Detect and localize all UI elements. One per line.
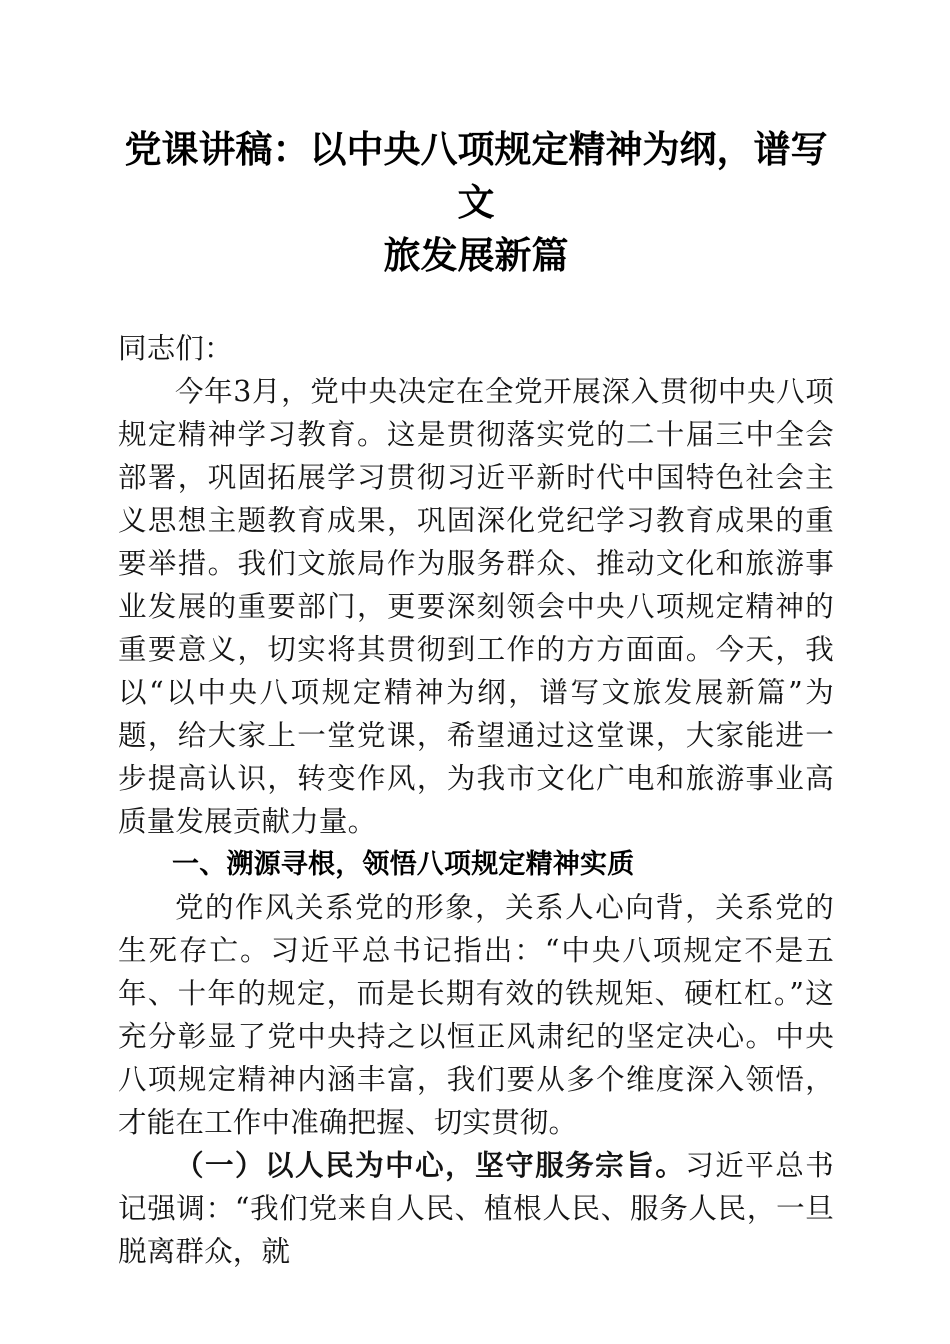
subsection-one-lead: （一）以人民为中心，坚守服务宗旨。 — [175, 1148, 686, 1182]
paragraph-intro: 今年3月，党中央决定在全党开展深入贯彻中央八项规定精神学习教育。这是贯彻落实党的二十届三中全会部署，巩固拓展学习贯彻习近平新时代中国特色社会主义思想主题教育成果，巩固深化党纪学习教育成果的重要举措。我们文旅局作为服务群众、推动文化和旅游事业发展的重要部门，更要深刻领会中央八项规定精神的重要意义，切实将其贯彻到工作的方方面面。今天，我以“以中央八项规定精神为纲，谱写文旅发展新篇”为题，给大家上一堂党课，希望通过这堂课，大家能进一步提高认识，转变作风，为我市文化广电和旅游事业高质量发展贡献力量。 — [118, 375, 834, 838]
document-content-column — [118, 0, 834, 1273]
page-title — [118, 0, 834, 283]
paragraph-section-one-intro: 党的作风关系党的形象，关系人心向背，关系党的生死存亡。习近平总书记指出：“中央八项规定不是五年、十年的规定，而是长期有效的铁规矩、硬杠杠。”这充分彰显了党中央持之以恒正风肃纪的坚定决心。中央八项规定精神内涵丰富，我们要从多个维度深入领悟，才能在工作中准确把握、切实贯彻。 — [118, 891, 834, 1139]
document-body — [118, 327, 834, 1273]
salutation-line: 同志们： — [118, 332, 233, 365]
paragraph-subsection-one — [118, 1144, 834, 1273]
page-title-line-1: 党课讲稿：以中央八项规定精神为纲，谱写文 — [124, 130, 828, 224]
page-title-line-2: 旅发展新篇 — [383, 236, 569, 277]
subsection-one-body: 习近平总书记强调：“我们党来自人民、植根人民、服务人民，一旦脱离群众，就 — [118, 1149, 834, 1268]
section-heading-one: 一、溯源寻根，领悟八项规定精神实质 — [172, 849, 635, 879]
